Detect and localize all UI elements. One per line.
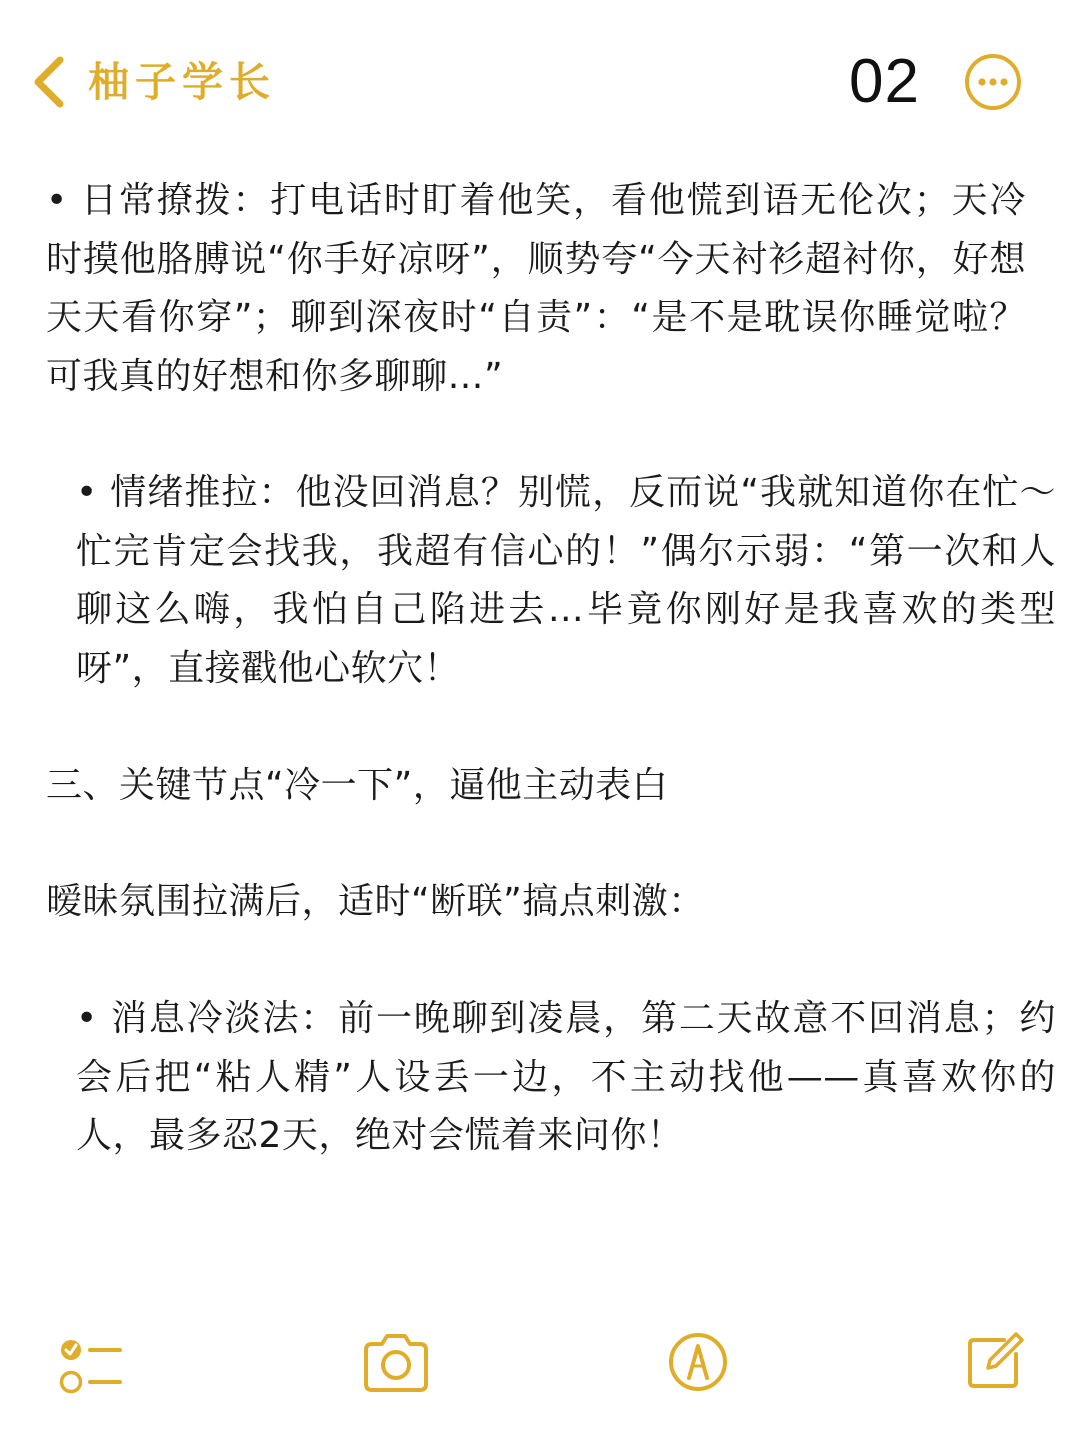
compose-icon[interactable] (964, 1330, 1026, 1392)
paragraph-cold-message: • 消息冷淡法：前一晚聊到凌晨，第二天故意不回消息；约会后把“粘人精”人设丢一边，不主动找他——真喜欢你的人，最多忍2天，绝对会慌着来问你！ (76, 998, 1056, 1156)
paragraph-emotional-push-pull: • 情绪推拉：他没回消息？别慌，反而说“我就知道你在忙～忙完肯定会找我，我超有信心的！”偶尔示弱：“第一次和人聊这么嗨，我怕自己陷进去…毕竟你刚好是我喜欢的类型呀”，直接戳他心软穴！ (76, 472, 1056, 689)
camera-icon[interactable] (360, 1330, 432, 1396)
paragraph-daily-flirting: • 日常撩拨：打电话时盯着他笑，看他慌到语无伦次；天冷时摸他胳膊说“你手好凉呀”，顺势夸“今天衬衫超衬你，好想天天看你穿”；聊到深夜时“自责”：“是不是耽误你睡觉啦？可我真的好想和你多聊聊…” (46, 180, 1026, 397)
back-label: 柚子学长 (88, 58, 276, 106)
page-number: 02 (849, 47, 920, 116)
checklist-icon[interactable] (58, 1330, 124, 1396)
paragraph-intro: 暧昧氛围拉满后，适时“断联”搞点刺激： (46, 881, 705, 922)
section-heading: 三、关键节点“冷一下”，逼他主动表白 (46, 765, 669, 806)
markup-pen-icon[interactable] (666, 1330, 730, 1394)
back-button[interactable] (30, 52, 276, 112)
notes-header (0, 0, 1080, 150)
more-icon[interactable] (964, 53, 1022, 111)
chevron-left-icon (30, 54, 66, 110)
bottom-toolbar (0, 1320, 1080, 1420)
